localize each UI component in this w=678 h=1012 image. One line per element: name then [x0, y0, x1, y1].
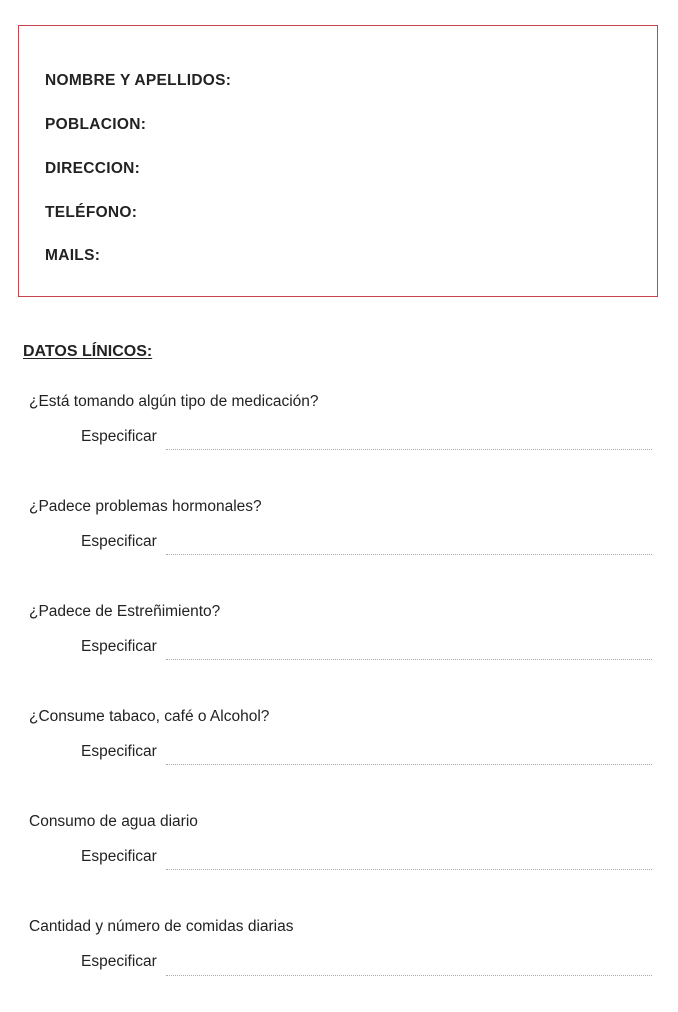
specify-field-daily-meals[interactable] — [166, 975, 652, 976]
specify-label-tobacco-coffee-alcohol: Especificar — [81, 743, 157, 760]
question-tobacco-coffee-alcohol: ¿Consume tabaco, café o Alcohol? — [29, 708, 270, 725]
phone-field-label: TELÉFONO: — [45, 204, 138, 221]
question-medication: ¿Está tomando algún tipo de medicación? — [29, 393, 319, 410]
question-constipation: ¿Padece de Estreñimiento? — [29, 603, 221, 620]
specify-field-hormonal[interactable] — [166, 554, 652, 555]
contact-info-box — [18, 25, 658, 297]
specify-field-tobacco-coffee-alcohol[interactable] — [166, 764, 652, 765]
specify-label-daily-meals: Especificar — [81, 953, 157, 970]
question-daily-meals: Cantidad y número de comidas diarias — [29, 918, 294, 935]
specify-label-hormonal: Especificar — [81, 533, 157, 550]
name-field-label: NOMBRE Y APELLIDOS: — [45, 72, 232, 89]
specify-label-water-intake: Especificar — [81, 848, 157, 865]
specify-field-medication[interactable] — [166, 449, 652, 450]
clinical-section-title: DATOS LÍNICOS: — [23, 343, 153, 360]
specify-field-water-intake[interactable] — [166, 869, 652, 870]
question-hormonal: ¿Padece problemas hormonales? — [29, 498, 262, 515]
email-field-label: MAILS: — [45, 247, 101, 264]
specify-field-constipation[interactable] — [166, 659, 652, 660]
town-field-label: POBLACION: — [45, 116, 147, 133]
question-water-intake: Consumo de agua diario — [29, 813, 198, 830]
address-field-label: DIRECCION: — [45, 160, 141, 177]
specify-label-medication: Especificar — [81, 428, 157, 445]
specify-label-constipation: Especificar — [81, 638, 157, 655]
